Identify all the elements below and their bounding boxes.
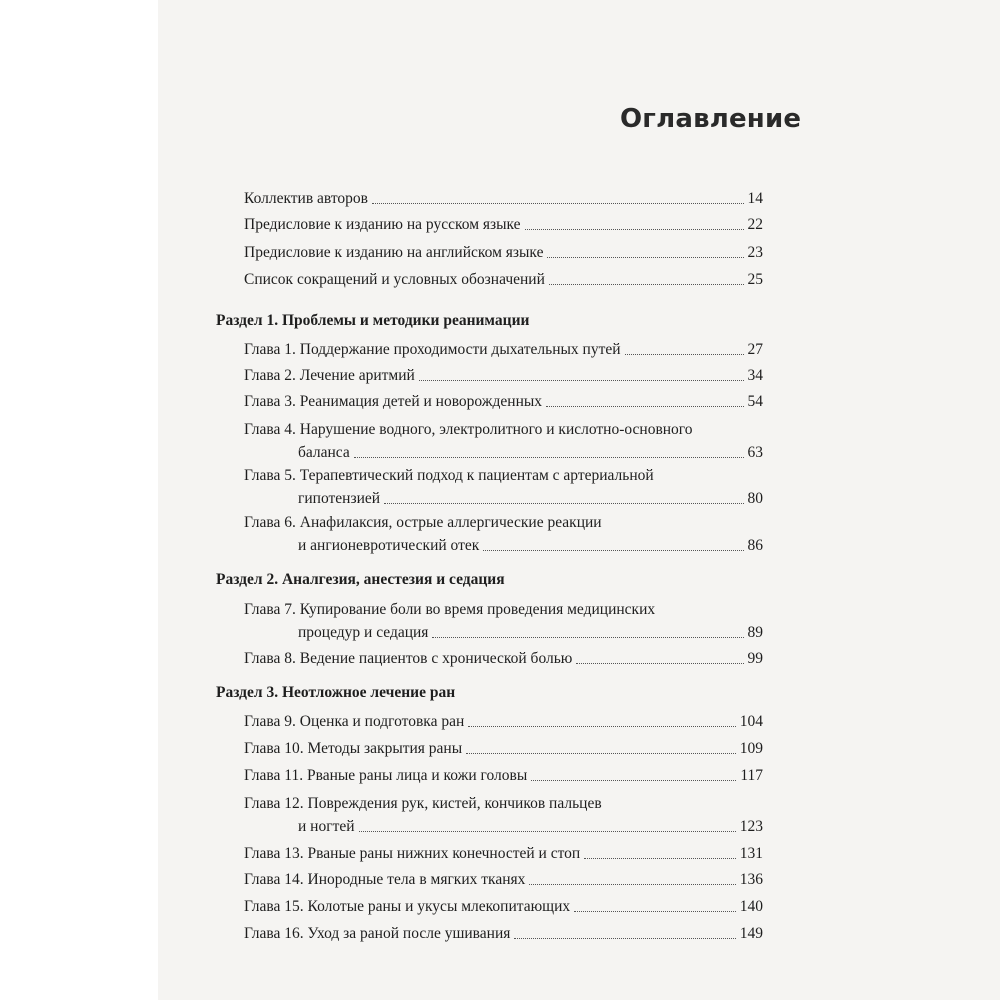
- chapter-title: Лечение аритмий: [299, 367, 415, 384]
- dot-leader: [525, 228, 744, 230]
- toc-entry-text: Список сокращений и условных обозначений: [244, 271, 545, 288]
- toc-entry-text: гипотензией: [298, 490, 381, 507]
- toc-entry-text: [244, 341, 625, 359]
- toc-entry-text: [244, 925, 514, 943]
- toc-entry-chapter[interactable]: [298, 490, 763, 508]
- toc-entry-chapter[interactable]: [244, 925, 763, 943]
- toc-entry-text: [244, 898, 574, 916]
- toc-entry-chapter[interactable]: [244, 898, 763, 916]
- dot-leader: [574, 910, 736, 912]
- chapter-title: Терапевтический подход к пациентам с артериальной: [299, 467, 654, 484]
- toc-entry-chapter[interactable]: [244, 341, 763, 359]
- dot-leader: [419, 379, 744, 381]
- toc-entry-text: [244, 740, 466, 758]
- chapter-title: Рваные раны лица и кожи головы: [306, 767, 528, 784]
- page-number: 131: [739, 845, 763, 862]
- toc-entry-chapter[interactable]: [244, 740, 763, 758]
- toc-entry-chapter[interactable]: [244, 650, 763, 668]
- chapter-title: Методы закрытия раны: [307, 740, 463, 757]
- section-heading: Раздел 2. Аналгезия, анестезия и седация: [216, 571, 505, 588]
- page-number: 123: [739, 818, 763, 835]
- page-number: 34: [747, 367, 763, 384]
- toc-entry-chapter[interactable]: [298, 444, 763, 462]
- page-number: 14: [747, 190, 763, 207]
- chapter-title-line: [244, 795, 602, 813]
- dot-leader: [354, 456, 744, 458]
- chapter-label: Глава 6.: [244, 514, 296, 531]
- dot-leader: [546, 405, 743, 407]
- chapter-title: Инородные тела в мягких тканях: [307, 871, 526, 888]
- page-number: 149: [739, 925, 763, 942]
- dot-leader: [359, 830, 736, 832]
- toc-entry-text: и ангионевротический отек: [298, 537, 480, 554]
- chapter-label: Глава 9.: [244, 713, 296, 730]
- chapter-label: Глава 3.: [244, 393, 296, 410]
- dot-leader: [529, 883, 735, 885]
- chapter-title: Купирование боли во время проведения медицинских: [299, 601, 656, 618]
- toc-entry-text: Предисловие к изданию на русском языке: [244, 216, 521, 233]
- page-number: 22: [747, 216, 763, 233]
- page-number: 23: [747, 244, 763, 261]
- chapter-title: Рваные раны нижних конечностей и стоп: [307, 845, 581, 862]
- chapter-title: Повреждения рук, кистей, кончиков пальцев: [307, 795, 602, 812]
- dot-leader: [531, 779, 736, 781]
- chapter-title-line: [244, 601, 655, 619]
- toc-entry-chapter[interactable]: [298, 818, 763, 836]
- dot-leader: [384, 502, 743, 504]
- chapter-title-line: [244, 514, 602, 532]
- dot-leader: [514, 937, 735, 939]
- page-number: 109: [739, 740, 763, 757]
- page-number: 136: [739, 871, 763, 888]
- toc-entry-text: Коллектив авторов: [244, 190, 368, 207]
- toc-entry-text: процедур и седация: [298, 624, 429, 641]
- toc-entry-front-matter[interactable]: [244, 244, 763, 262]
- toc-entry-text: [244, 871, 529, 889]
- chapter-label: Глава 11.: [244, 767, 304, 784]
- chapter-label: Глава 13.: [244, 845, 304, 862]
- chapter-title: Нарушение водного, электролитного и кислотно-основного: [299, 421, 693, 438]
- toc-entry-text: [244, 767, 531, 785]
- dot-leader: [466, 752, 736, 754]
- page-number: 89: [747, 624, 763, 641]
- section-heading: Раздел 1. Проблемы и методики реанимации: [216, 312, 530, 329]
- page-number: 25: [747, 271, 763, 288]
- chapter-title: Ведение пациентов с хронической болью: [299, 650, 573, 667]
- dot-leader: [576, 662, 743, 664]
- chapter-title: Поддержание проходимости дыхательных путей: [299, 341, 621, 358]
- page-title: Оглавление: [620, 104, 802, 134]
- toc-entry-text: [244, 713, 468, 731]
- toc-entry-chapter[interactable]: [244, 393, 763, 411]
- toc-entry-text: [244, 367, 419, 385]
- page-number: 86: [747, 537, 763, 554]
- toc-entry-front-matter[interactable]: [244, 216, 763, 234]
- chapter-title: Оценка и подготовка ран: [299, 713, 465, 730]
- chapter-label: Глава 5.: [244, 467, 296, 484]
- chapter-title: Колотые раны и укусы млекопитающих: [307, 898, 571, 915]
- toc-entry-chapter[interactable]: [298, 537, 763, 555]
- toc-entry-text: баланса: [298, 444, 350, 461]
- chapter-label: Глава 10.: [244, 740, 304, 757]
- chapter-label: Глава 7.: [244, 601, 296, 618]
- dot-leader: [372, 202, 744, 204]
- page-number: 140: [739, 898, 763, 915]
- chapter-title-line: [244, 421, 693, 439]
- dot-leader: [432, 636, 743, 638]
- section-heading: Раздел 3. Неотложное лечение ран: [216, 684, 456, 701]
- dot-leader: [584, 857, 736, 859]
- page-number: 63: [747, 444, 763, 461]
- toc-entry-chapter[interactable]: [244, 767, 763, 785]
- chapter-label: Глава 12.: [244, 795, 304, 812]
- chapter-label: Глава 4.: [244, 421, 296, 438]
- chapter-title-line: [244, 467, 654, 485]
- toc-entry-chapter[interactable]: [244, 845, 763, 863]
- toc-entry-chapter[interactable]: [298, 624, 763, 642]
- page-number: 80: [747, 490, 763, 507]
- toc-entry-text: Предисловие к изданию на английском языке: [244, 244, 544, 261]
- dot-leader: [625, 353, 744, 355]
- chapter-label: Глава 2.: [244, 367, 296, 384]
- toc-entry-text: [244, 845, 584, 863]
- dot-leader: [549, 283, 744, 285]
- chapter-label: Глава 16.: [244, 925, 304, 942]
- dot-leader: [483, 549, 743, 551]
- page-number: 54: [747, 393, 763, 410]
- toc-entry-front-matter[interactable]: [244, 271, 763, 289]
- page-number: 99: [747, 650, 763, 667]
- page-number: 117: [740, 767, 763, 784]
- toc-entry-text: [244, 393, 546, 411]
- chapter-label: Глава 8.: [244, 650, 296, 667]
- chapter-label: Глава 15.: [244, 898, 304, 915]
- dot-leader: [468, 725, 735, 727]
- page-number: 104: [739, 713, 763, 730]
- toc-entry-chapter[interactable]: [244, 871, 763, 889]
- toc-entry-front-matter[interactable]: [244, 190, 763, 208]
- toc-entry-text: и ногтей: [298, 818, 355, 835]
- page-number: 27: [747, 341, 763, 358]
- chapter-title: Реанимация детей и новорожденных: [299, 393, 543, 410]
- dot-leader: [547, 256, 743, 258]
- chapter-title: Анафилаксия, острые аллергические реакции: [299, 514, 602, 531]
- toc-entry-chapter[interactable]: [244, 713, 763, 731]
- chapter-label: Глава 14.: [244, 871, 304, 888]
- chapter-title: Уход за раной после ушивания: [307, 925, 511, 942]
- toc-entry-chapter[interactable]: [244, 367, 763, 385]
- chapter-label: Глава 1.: [244, 341, 296, 358]
- toc-entry-text: [244, 650, 576, 668]
